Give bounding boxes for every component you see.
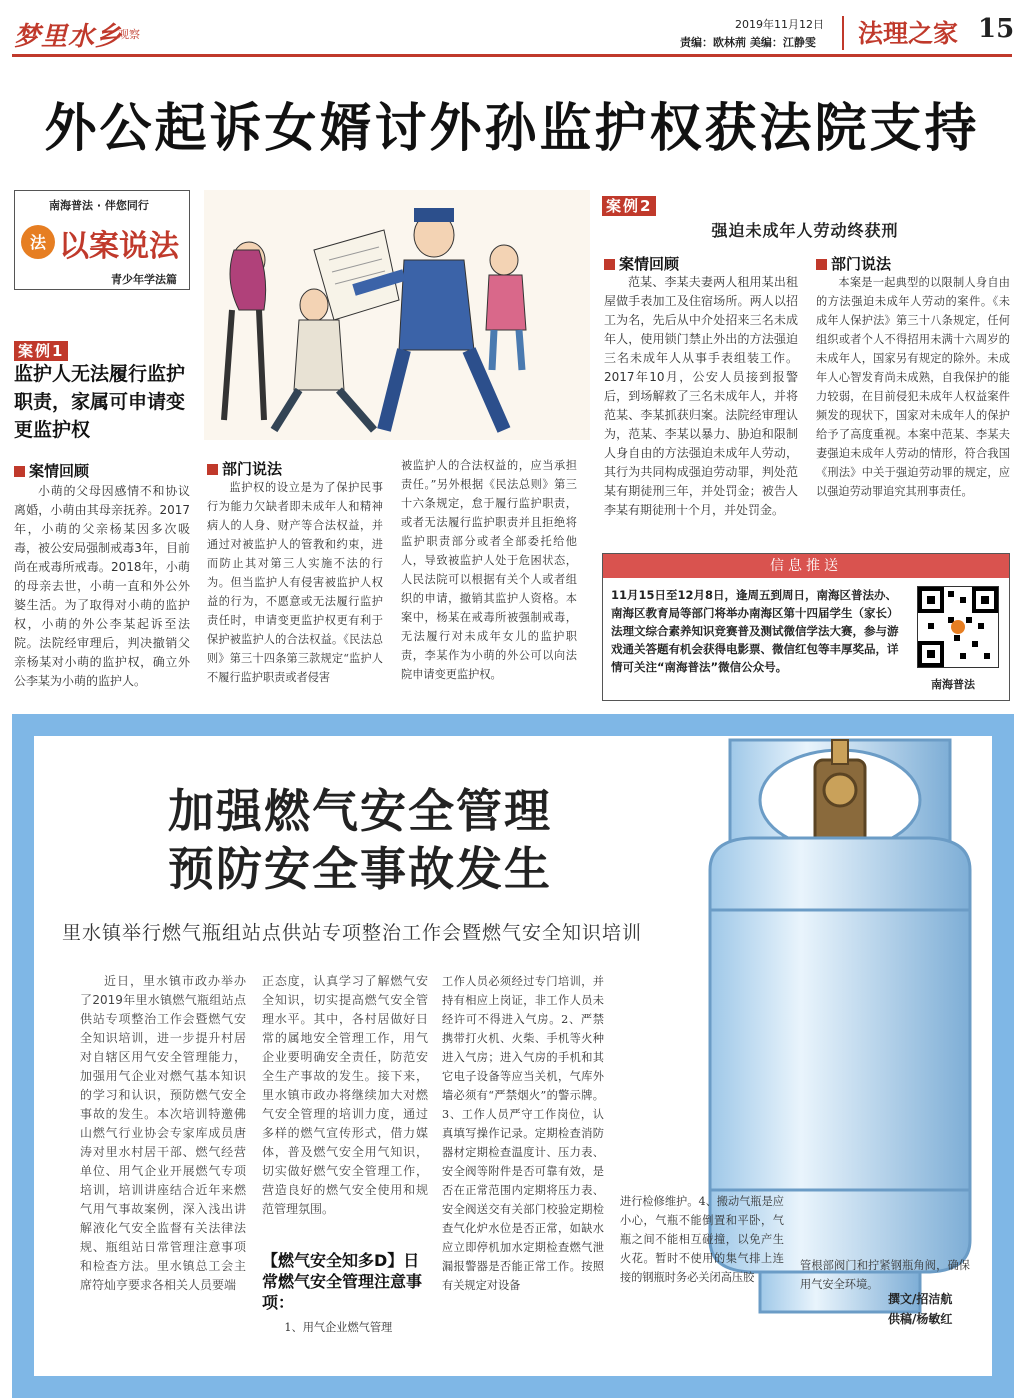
- logo-top-line: 南海普法 · 伴您同行: [49, 199, 149, 212]
- case2-dept-heading: 部门说法: [816, 253, 891, 274]
- case2-tag-wrap: [602, 195, 656, 216]
- editors: 责编：欧林荊 美编：江静雯: [680, 36, 816, 49]
- qr-code-icon[interactable]: [917, 586, 999, 668]
- gas-col2-text: 正态度，认真学习了解燃气安全知识，切实提高燃气安全管理水平。其中，各村居做好日常的属地安全管理工作，用气企业要明确安全责任，防范安全生产事故的发生。接下来，里水镇市政办将继续加大对燃气安全管理的培训力度，通过多样的燃气宣传形式，借力媒体，普及燃气安全用气知识，切实做好燃气安全管理工作，营造良好的燃气安全使用和规范管理氛围。: [262, 974, 428, 1216]
- info-text: 11月15日至12月8日，逢周五到周日，南海区普法办、南海区教育局等部门将举办南海区第十四届学生（家长）法理文综合素养知识竞赛普及测试微信学法大赛，参与游戏通关答题有机会获得电影票、微信红包等丰厚奖品，详情可关注“南海普法”微信公众号。: [611, 588, 899, 674]
- logo-main-text: 以案说法: [59, 229, 179, 264]
- case2-review-heading: 案情回顾: [604, 253, 679, 274]
- case1-dept-heading: 部门说法: [207, 458, 282, 479]
- case1-tag-wrap: [14, 340, 68, 361]
- brand-name: 梦里水乡: [14, 22, 123, 52]
- gas-subtitle: 里水镇举行燃气瓶组站点供站专项整治工作会暨燃气安全知识培训: [62, 922, 643, 944]
- case2-dept-text: 本案是一起典型的以限制人身自由的方法强迫未成年人劳动的案件。《未成年人保护法》第三十八条规定，任何组织或者个人不得招用未满十六周岁的未成年人，国家另有规定的除外。未成年人心智发育尚未成熟，自我保护的能力较弱，在目前侵犯未成年人权益案件频发的现状下，国家对未成年人的保护给予了高度重视。本案中范某、李某夫妻强迫未成年人劳动的情形，符合我国《刑法》中关于强迫劳动罪的规定，应以强迫劳动罪追究其刑事责任。: [816, 276, 1010, 498]
- case1-title: 监护人无法履行监护职责，家属可申请变更监护权: [14, 363, 186, 441]
- brand-subtitle: 观察: [118, 28, 140, 41]
- gas-tip-1: 1、用气企业燃气管理: [284, 1321, 393, 1334]
- gas-title: [168, 782, 552, 898]
- svg-text:法: 法: [29, 233, 47, 252]
- logo-emblem-icon: [21, 225, 55, 259]
- page-number: 15: [978, 14, 1015, 44]
- gas-author: 撰文/招洁航: [888, 1292, 953, 1306]
- info-bar: 信息推送: [603, 554, 1009, 578]
- case2-title: 强迫未成年人劳动终获刑: [711, 221, 899, 240]
- column-logo: [14, 190, 190, 290]
- case2-review-text: 范某、李某夫妻两人租用某出租屋做手表加工及住宿场所。两人以招工为名，先后从中介处招来三名未成年人，使用锁门禁止外出的方法强迫三名未成年人从事手表组装工作。2017年10月，公安人员接到报警后，到场解救了三名未成年人，并将范某、李某抓获归案。法院经审理认为，范某、李某以暴力、胁迫和限制人身自由的方法强迫未成年人劳动，其行为共同构成强迫劳动罪，判处范某有期徒刑三年，并处罚金；被告人李某有期徒刑十个月，并处罚金。: [604, 275, 798, 517]
- court-illustration: [204, 190, 590, 440]
- case1-dept-text-2: 被监护人的合法权益的，应当承担责任。”另外根据《民法总则》第三十六条规定，怠于履行监护职责，或者无法履行监护职责并且拒绝将监护职责部分或者全部委托给他人，导致被监护人处于危困状态，人民法院可以根据有关个人或者组织的申请，撤销其监护人资格。本案中，杨某在戒毒所被强制戒毒，无法履行对未成年女儿的监护职责，李某作为小萌的外公可以向法院申请变更监护权。: [401, 459, 577, 681]
- header-rule: [12, 54, 1012, 57]
- issue-date: 2019年11月12日: [735, 18, 824, 31]
- gas-col5-text: 管根部阀门和拧紧钢瓶角阀，确保用气安全环境。: [800, 1259, 970, 1291]
- gas-col3-text: 工作人员必须经过专门培训，并持有相应上岗证，非工作人员未经许可不得进入气房。2、严禁携带打火机、火柴、手机等火种进入气房；进入气房的手机和其它电子设备等应当关机，气库外墙必须有“严禁烟火”的警示牌。3、工作人员严守工作岗位，认真填写操作记录。定期检查消防器材定期检查温度计、压力表、安全阀等附件是否可靠有效，是否在正常范围内定期将压力表、安全阀送交有关部门校验定期检查气化炉水位是否正常，如缺水应立即停机加水定期检查燃气泄漏报警器是否能正常工作。按照有关规定对设备: [442, 975, 604, 1292]
- section-title: 法理之家: [858, 19, 959, 48]
- case1-tag: 案例1: [14, 341, 68, 361]
- header-divider: [842, 16, 844, 50]
- main-headline: 外公起诉女婿讨外孙监护权获法院支持: [44, 98, 980, 159]
- case1-dept-text-1: 监护权的设立是为了保护民事行为能力欠缺者即未成年人和精神病人的人身、财产等合法权益，并通过对被监护人的管教和约束，进而防止其对第三人实施不法的行为。但当监护人有侵害被监护人权益的行为，不愿意或无法履行监护责任时，申请变更监护权更有利于保护被监护人的合法权益。《民法总则》第三十四条第三款规定“监护人不履行监护职责或者侵害: [207, 481, 383, 684]
- gas-col1-text: 近日，里水镇市政办举办了2019年里水镇燃气瓶组站点供站专项整治工作会暨燃气安全知识培训，进一步提升村居对自辖区用气安全管理能力，加强用气企业对燃气基本知识的学习和认识，预防燃气安全事故的发生。本次培训特邀佛山燃气行业协会专家库成员唐涛对里水村居干部、燃气经营单位、用气企业开展燃气专项培训，培训讲座结合近年来燃气用气事故案例，深入浅出讲解液化气安全监督有关法律法规、瓶组站日常管理注意事项和检查方法。里水镇总工会主席符灿亨要求各相关人员要端: [80, 974, 246, 1292]
- case1-review-heading: 案情回顾: [14, 460, 89, 481]
- logo-bottom-line: 青少年学法篇: [111, 273, 177, 286]
- gas-title-line2: 预防安全事故发生: [168, 842, 552, 896]
- case2-tag: 案例2: [602, 196, 656, 216]
- gas-supplier: 供稿/杨敏红: [888, 1312, 953, 1326]
- info-push-box: [602, 553, 1010, 701]
- case1-review-text: 小萌的父母因感情不和协议离婚，小萌由其母亲抚养。2017年，小萌的父亲杨某因多次吸毒，被公安局强制戒毒3年，目前尚在戒毒所戒毒。2018年，小萌的母亲去世，小萌一直和外公外婆生活。为了取得对小萌的监护权，小萌的外公李某起诉至法院。法院经审理后，判决撤销父亲杨某对小萌的监护权，确立外公李某为小萌的监护人。: [14, 484, 190, 688]
- gas-title-line1: 加强燃气安全管理: [168, 784, 552, 838]
- gas-col4-text: 进行检修维护。4、搬动气瓶是应小心，气瓶不能倒置和平卧，气瓶之间不能相互碰撞，以免产生火花。暂时不使用的集气排上连接的钢瓶时务必关闭高压胶: [620, 1195, 784, 1284]
- qr-label: 南海普法: [931, 678, 975, 691]
- gas-tip-title: 【燃气安全知多D】日常燃气安全管理注意事项：: [262, 1251, 423, 1312]
